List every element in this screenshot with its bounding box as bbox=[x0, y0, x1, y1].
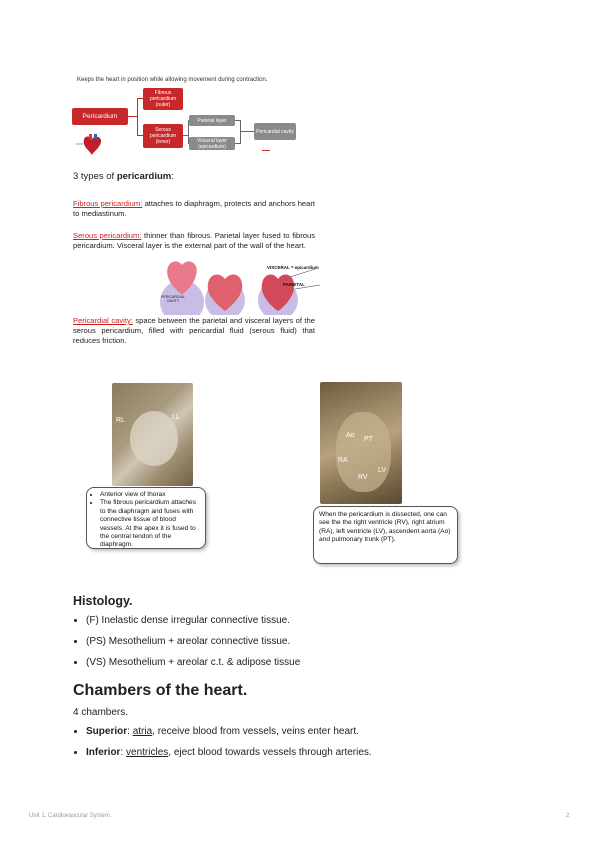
atria-link[interactable]: atria bbox=[132, 726, 153, 737]
serous-description bbox=[73, 231, 315, 251]
parietal-label: PARIETAL bbox=[283, 282, 305, 287]
footer-unit-title: Unit 1. Cardiovascular System. bbox=[29, 813, 112, 819]
inferior-sep: : bbox=[120, 747, 127, 758]
types-intro-bold: pericardium bbox=[116, 171, 172, 182]
photo-label-ao: Ao bbox=[346, 432, 355, 439]
dissected-heart-photo bbox=[320, 382, 402, 504]
histology-item: • (PS) Mesothelium + areolar connective tissue. bbox=[86, 636, 300, 647]
connector-line bbox=[240, 131, 254, 132]
cavity-term: Pericardial cavity: bbox=[73, 316, 133, 325]
superior-term: Superior bbox=[86, 726, 128, 737]
photo-label-pt: PT bbox=[364, 436, 373, 443]
chambers-count: 4 chambers. bbox=[73, 707, 129, 718]
chambers-list bbox=[74, 726, 372, 768]
inferior-term: Inferior bbox=[86, 747, 121, 758]
footer-page-number: 2 bbox=[566, 813, 570, 819]
cavity-description bbox=[73, 316, 315, 346]
photo-label-rl: RL bbox=[116, 417, 125, 424]
serous-term: Serous pericardium: bbox=[73, 231, 142, 240]
visceral-label: VISCERAL = epicardium bbox=[267, 265, 319, 270]
histology-list bbox=[74, 615, 300, 678]
connector-line bbox=[240, 120, 241, 144]
superior-sep: : bbox=[127, 726, 133, 737]
parietal-box: Parietal layer bbox=[189, 115, 235, 126]
photo-label-ll: LL bbox=[172, 414, 180, 421]
pericardium-layers-illustration bbox=[150, 255, 350, 315]
ventricles-link[interactable]: ventricles bbox=[126, 747, 169, 758]
cavity-box: Pericardial cavity bbox=[254, 123, 296, 140]
serous-box: Serous pericardium (inner) bbox=[143, 124, 183, 148]
photo-label-ra: RA bbox=[338, 457, 348, 464]
inferior-rest: , eject blood towards vessels through arteries. bbox=[168, 747, 372, 758]
dissected-callout-text: When the pericardium is dissected, one can see the the right ventricle (RV), right atrium (RA), left ventricle (LV), ascendent aorta (Ao) and pulmonary trunk (PT). bbox=[319, 511, 451, 544]
types-intro-suffix: : bbox=[171, 171, 174, 182]
anterior-view-callout bbox=[86, 487, 206, 549]
pericardium-box: Pericardium bbox=[72, 108, 128, 125]
superior-rest: , receive blood from vessels, veins enter heart. bbox=[152, 726, 359, 737]
anterior-thorax-photo bbox=[112, 383, 193, 486]
photo-label-lv: LV bbox=[378, 467, 387, 474]
histology-item: • (F) Inelastic dense irregular connective tissue. bbox=[86, 615, 300, 626]
diagram-caption: Keeps the heart in position while allowing movement during contraction. bbox=[77, 77, 268, 83]
types-intro bbox=[73, 171, 174, 182]
histology-item: • (VS) Mesothelium + areolar c.t. & adipose tissue bbox=[86, 657, 300, 668]
dissected-heart-callout bbox=[313, 506, 458, 564]
fibrous-term: Fibrous pericardium: bbox=[73, 199, 143, 208]
visceral-box: Visceral layer (epicardium) bbox=[189, 137, 235, 150]
fibrous-box: Fibrous pericardium (outer) bbox=[143, 88, 183, 110]
chambers-item-superior bbox=[86, 726, 372, 737]
photo-heart-region bbox=[130, 411, 178, 466]
fibrous-description bbox=[73, 199, 315, 219]
callout-bullet: • Anterior view of thorax bbox=[100, 491, 201, 499]
heart-icon bbox=[76, 134, 110, 156]
serous-text: thinner than fibrous. Parietal layer fused to fibrous pericardium. Visceral layer is the external part of the wall of the heart. bbox=[73, 231, 315, 250]
cavity-text: space between the parietal and visceral layers of the serous pericardium, filled with pericardial fluid (serous fluid) that reduces friction. bbox=[73, 316, 315, 345]
chambers-item-inferior bbox=[86, 747, 372, 758]
histology-heading: Histology. bbox=[73, 594, 133, 608]
diagram-accent bbox=[262, 150, 270, 151]
cavity-small-label: PERICARDIAL CAVITY bbox=[161, 295, 185, 303]
fibrous-text: attaches to diaphragm, protects and anchors heart to mediastinum. bbox=[73, 199, 315, 218]
connector-line bbox=[137, 98, 138, 136]
photo-label-rv: RV bbox=[358, 474, 368, 481]
chambers-heading: Chambers of the heart. bbox=[73, 682, 248, 699]
callout-bullet: • The fibrous pericardium attaches to the diaphragm and fuses with connective tissue of blood vessels. At the apex it is fused to the central tendon of the diaphragm. bbox=[100, 499, 201, 549]
types-intro-prefix: 3 types of bbox=[73, 171, 117, 182]
